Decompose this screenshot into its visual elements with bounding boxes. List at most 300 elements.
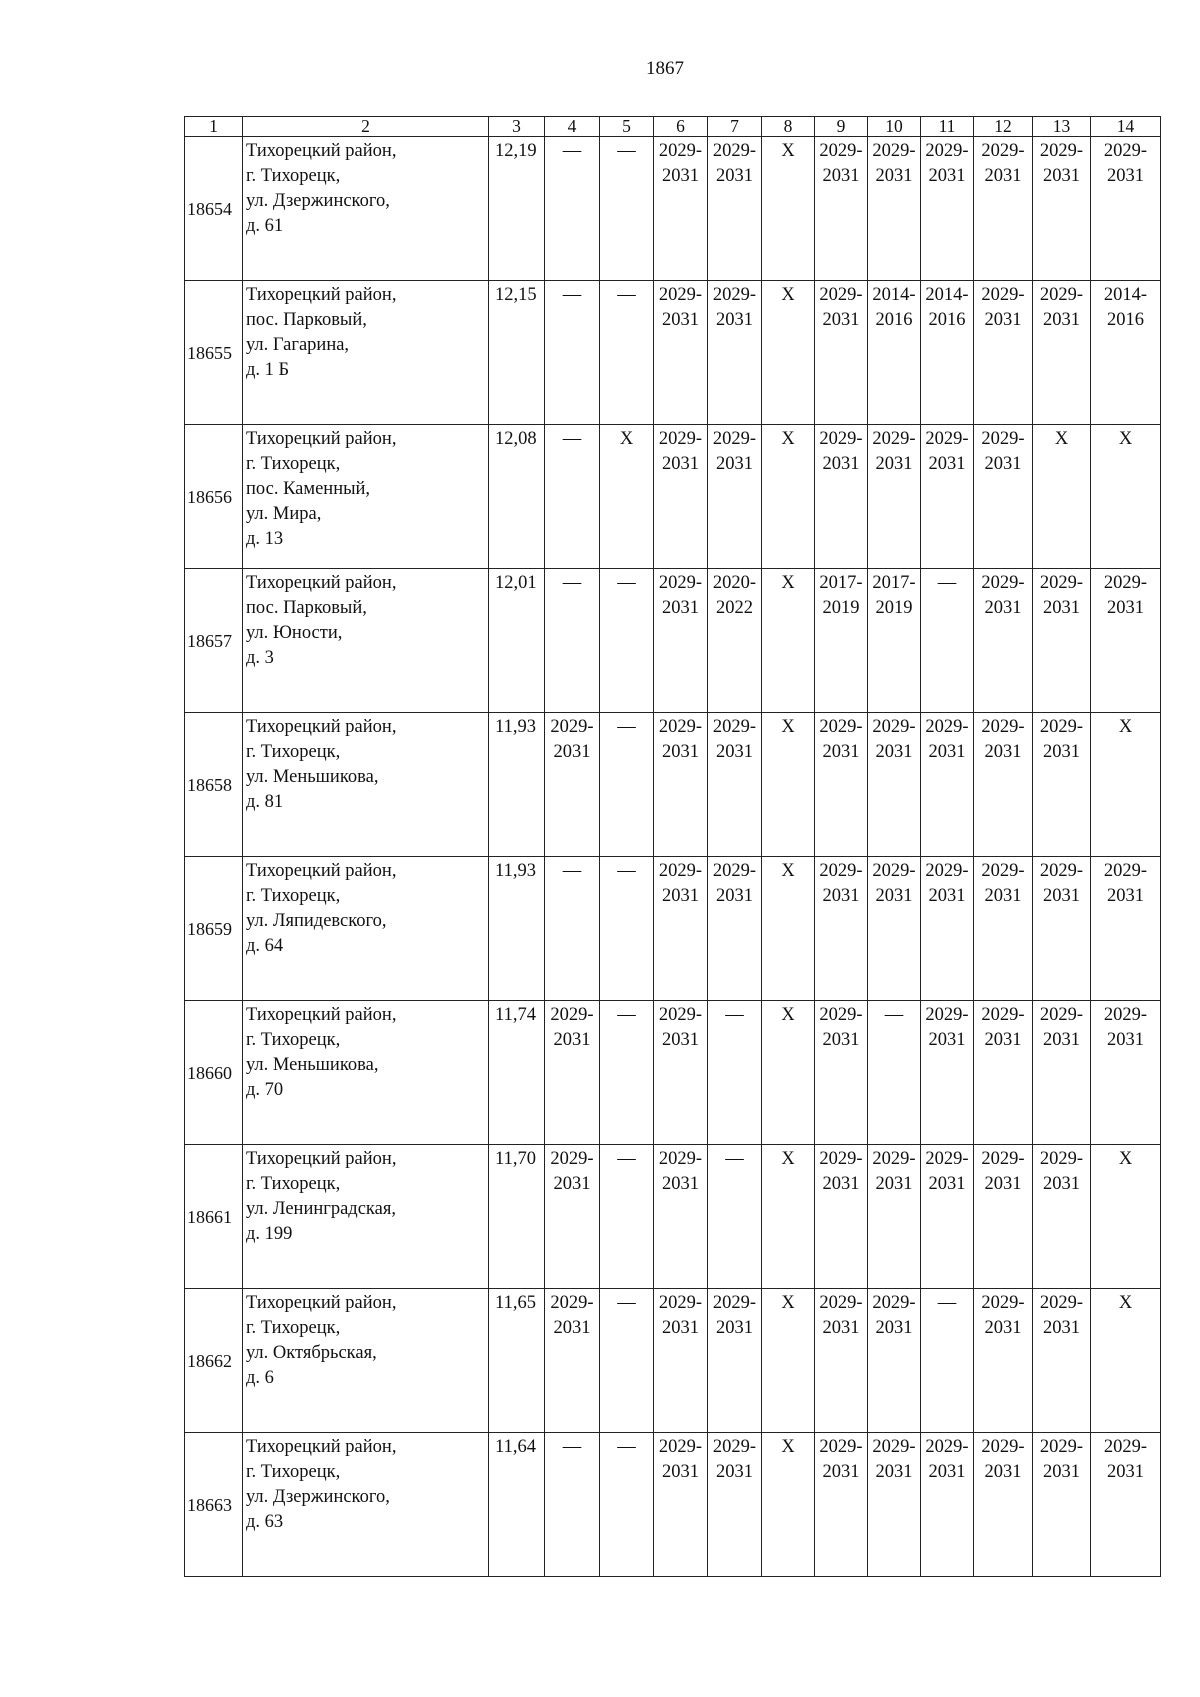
term-value: — bbox=[562, 1437, 582, 1457]
term-cell bbox=[708, 137, 762, 281]
area-cell: 11,65 bbox=[489, 1289, 545, 1433]
address-line: ул. Ляпидевского, bbox=[246, 911, 387, 931]
term-value: 2031 bbox=[875, 886, 913, 906]
term-cell bbox=[868, 281, 921, 425]
term-value: 2031 bbox=[928, 886, 966, 906]
header-cell: 1 bbox=[185, 117, 243, 137]
term-value: 2031 bbox=[1107, 1462, 1144, 1482]
table-row bbox=[185, 281, 1161, 425]
term-value: 2029- bbox=[872, 1437, 916, 1457]
term-value: X bbox=[781, 717, 795, 737]
term-value: 2029- bbox=[1039, 141, 1084, 161]
area-cell: 11,93 bbox=[489, 857, 545, 1001]
header-cell: 6 bbox=[654, 117, 708, 137]
address-line: г. Тихорецк, bbox=[246, 1318, 341, 1338]
address-line: г. Тихорецк, bbox=[246, 742, 341, 762]
term-cell bbox=[868, 425, 921, 569]
term-value: X bbox=[781, 1437, 795, 1457]
term-value: 2029- bbox=[1103, 573, 1148, 593]
term-cell bbox=[974, 1433, 1033, 1577]
term-cell bbox=[545, 857, 600, 1001]
term-value: — bbox=[617, 141, 636, 161]
term-cell bbox=[708, 425, 762, 569]
term-value: 2031 bbox=[1043, 598, 1080, 618]
table-row bbox=[185, 1433, 1161, 1577]
term-value: — bbox=[725, 1149, 744, 1169]
term-cell bbox=[600, 425, 654, 569]
term-value: 2029- bbox=[981, 141, 1025, 161]
record-number: 18660 bbox=[185, 1001, 243, 1145]
term-cell bbox=[654, 1145, 708, 1289]
term-value: 2014- bbox=[1103, 285, 1148, 305]
term-value: 2031 bbox=[822, 454, 860, 474]
term-cell bbox=[545, 425, 600, 569]
address-line: Тихорецкий район, bbox=[246, 717, 397, 737]
term-cell bbox=[600, 1289, 654, 1433]
address-line: Тихорецкий район, bbox=[246, 141, 397, 161]
term-cell bbox=[815, 1433, 868, 1577]
term-value: X bbox=[781, 429, 795, 449]
term-cell bbox=[1091, 1289, 1161, 1433]
header-cell: 12 bbox=[974, 117, 1033, 137]
area-cell: 12,19 bbox=[489, 137, 545, 281]
address-line: ул. Меньшикова, bbox=[246, 1055, 379, 1075]
term-cell bbox=[921, 857, 974, 1001]
term-value: — bbox=[617, 861, 636, 881]
table-row bbox=[185, 569, 1161, 713]
term-cell bbox=[708, 1001, 762, 1145]
term-cell bbox=[921, 1001, 974, 1145]
area-cell: 11,64 bbox=[489, 1433, 545, 1577]
term-cell bbox=[762, 569, 815, 713]
header-cell: 2 bbox=[243, 117, 489, 137]
term-cell bbox=[762, 1433, 815, 1577]
term-cell bbox=[921, 1145, 974, 1289]
term-cell bbox=[1091, 1145, 1161, 1289]
term-cell bbox=[1033, 857, 1091, 1001]
term-value: 2031 bbox=[662, 1462, 699, 1482]
term-value: 2029- bbox=[981, 1005, 1025, 1025]
term-value: 2031 bbox=[553, 742, 591, 762]
term-value: X bbox=[781, 573, 795, 593]
term-value: 2029- bbox=[658, 285, 703, 305]
term-cell bbox=[708, 713, 762, 857]
term-value: X bbox=[1118, 1149, 1133, 1169]
term-value: X bbox=[781, 1005, 795, 1025]
term-cell bbox=[974, 1289, 1033, 1433]
term-cell bbox=[762, 1145, 815, 1289]
term-value: 2031 bbox=[1107, 886, 1144, 906]
term-value: 2029- bbox=[819, 1149, 863, 1169]
address-cell bbox=[243, 1433, 489, 1577]
address-cell bbox=[243, 1145, 489, 1289]
term-cell bbox=[654, 1001, 708, 1145]
address-line: пос. Парковый, bbox=[246, 310, 367, 330]
term-value: 2031 bbox=[662, 310, 699, 330]
term-value: 2029- bbox=[1103, 1437, 1148, 1457]
term-value: 2031 bbox=[875, 742, 913, 762]
register-table bbox=[184, 116, 1161, 1577]
area-cell: 12,15 bbox=[489, 281, 545, 425]
address-line: Тихорецкий район, bbox=[246, 1293, 397, 1313]
address-cell bbox=[243, 137, 489, 281]
address-cell bbox=[243, 713, 489, 857]
term-cell bbox=[868, 713, 921, 857]
record-number: 18657 bbox=[185, 569, 243, 713]
term-value: 2031 bbox=[875, 1318, 913, 1338]
term-value: 2029- bbox=[1039, 717, 1084, 737]
term-cell bbox=[868, 1433, 921, 1577]
term-cell bbox=[654, 857, 708, 1001]
address-line: ул. Гагарина, bbox=[246, 335, 350, 355]
address-line: ул. Октябрьская, bbox=[246, 1343, 377, 1363]
term-value: 2029- bbox=[712, 861, 757, 881]
term-value: 2019 bbox=[875, 598, 913, 618]
table-row bbox=[185, 1289, 1161, 1433]
term-value: 2029- bbox=[819, 429, 863, 449]
term-value: 2029- bbox=[819, 285, 863, 305]
address-cell bbox=[243, 425, 489, 569]
term-value: 2031 bbox=[928, 1462, 966, 1482]
term-cell bbox=[1091, 137, 1161, 281]
term-value: 2029- bbox=[981, 1293, 1025, 1313]
term-value: 2029- bbox=[550, 1005, 594, 1025]
area-cell: 12,08 bbox=[489, 425, 545, 569]
term-value: 2016 bbox=[928, 310, 966, 330]
term-value: — bbox=[562, 141, 582, 161]
term-value: — bbox=[884, 1005, 904, 1025]
term-value: 2029- bbox=[872, 861, 916, 881]
header-cell: 3 bbox=[489, 117, 545, 137]
term-cell bbox=[654, 281, 708, 425]
term-cell bbox=[921, 281, 974, 425]
term-value: 2029- bbox=[658, 1149, 703, 1169]
address-line: Тихорецкий район, bbox=[246, 1149, 397, 1169]
term-value: 2031 bbox=[1043, 1030, 1080, 1050]
term-value: 2029- bbox=[658, 1293, 703, 1313]
term-cell bbox=[708, 1289, 762, 1433]
term-value: 2031 bbox=[716, 742, 753, 762]
table-row bbox=[185, 1001, 1161, 1145]
term-cell bbox=[921, 1433, 974, 1577]
term-value: 2029- bbox=[819, 861, 863, 881]
term-value: 2031 bbox=[662, 598, 699, 618]
record-number: 18658 bbox=[185, 713, 243, 857]
term-value: 2029- bbox=[872, 429, 916, 449]
term-cell bbox=[815, 857, 868, 1001]
term-cell bbox=[654, 713, 708, 857]
header-cell: 5 bbox=[600, 117, 654, 137]
term-cell bbox=[600, 281, 654, 425]
address-line: д. 6 bbox=[246, 1368, 274, 1388]
term-cell bbox=[1091, 425, 1161, 569]
term-cell bbox=[654, 1433, 708, 1577]
term-value: 2031 bbox=[1043, 1462, 1080, 1482]
term-value: 2029- bbox=[1103, 861, 1148, 881]
term-cell bbox=[600, 857, 654, 1001]
address-line: ул. Дзержинского, bbox=[246, 191, 390, 211]
term-value: 2029- bbox=[712, 141, 757, 161]
term-value: 2031 bbox=[1043, 166, 1080, 186]
address-cell bbox=[243, 857, 489, 1001]
term-value: 2031 bbox=[716, 886, 753, 906]
term-cell bbox=[1033, 713, 1091, 857]
term-value: 2029- bbox=[981, 717, 1025, 737]
address-cell bbox=[243, 1001, 489, 1145]
term-value: — bbox=[562, 861, 582, 881]
table-row bbox=[185, 1145, 1161, 1289]
term-cell bbox=[545, 281, 600, 425]
term-cell bbox=[815, 1001, 868, 1145]
term-value: 2031 bbox=[662, 886, 699, 906]
term-cell bbox=[545, 137, 600, 281]
term-value: 2029- bbox=[658, 573, 703, 593]
term-value: 2029- bbox=[658, 429, 703, 449]
term-cell bbox=[1033, 137, 1091, 281]
term-cell bbox=[708, 1433, 762, 1577]
term-value: 2029- bbox=[872, 1293, 916, 1313]
term-cell bbox=[1033, 1001, 1091, 1145]
area-cell: 11,74 bbox=[489, 1001, 545, 1145]
term-cell bbox=[654, 1289, 708, 1433]
term-value: 2031 bbox=[1107, 166, 1144, 186]
term-value: 2029- bbox=[925, 1437, 969, 1457]
term-cell bbox=[762, 857, 815, 1001]
term-cell bbox=[1091, 1433, 1161, 1577]
address-line: д. 199 bbox=[246, 1224, 293, 1244]
term-cell bbox=[654, 137, 708, 281]
term-value: — bbox=[937, 1293, 957, 1313]
address-line: Тихорецкий район, bbox=[246, 861, 397, 881]
record-number: 18654 bbox=[185, 137, 243, 281]
term-cell bbox=[815, 1145, 868, 1289]
record-number: 18661 bbox=[185, 1145, 243, 1289]
term-value: 2031 bbox=[662, 1318, 699, 1338]
header-row bbox=[185, 117, 1161, 137]
term-cell bbox=[600, 713, 654, 857]
address-line: ул. Меньшикова, bbox=[246, 767, 379, 787]
term-cell bbox=[921, 425, 974, 569]
term-cell bbox=[545, 713, 600, 857]
term-value: 2029- bbox=[981, 429, 1025, 449]
term-value: 2031 bbox=[662, 1174, 699, 1194]
term-value: 2031 bbox=[1107, 1030, 1144, 1050]
address-cell bbox=[243, 569, 489, 713]
term-cell bbox=[974, 713, 1033, 857]
term-value: 2029- bbox=[1039, 1149, 1084, 1169]
term-value: 2029- bbox=[712, 429, 757, 449]
term-value: 2029- bbox=[550, 1293, 594, 1313]
term-value: 2019 bbox=[822, 598, 860, 618]
term-value: 2031 bbox=[984, 742, 1022, 762]
term-cell bbox=[974, 1145, 1033, 1289]
term-value: 2031 bbox=[928, 1174, 966, 1194]
term-cell bbox=[708, 281, 762, 425]
term-cell bbox=[974, 137, 1033, 281]
term-value: — bbox=[617, 1293, 636, 1313]
term-value: 2031 bbox=[553, 1174, 591, 1194]
term-value: 2029- bbox=[819, 141, 863, 161]
term-value: 2029- bbox=[1103, 1005, 1148, 1025]
address-line: ул. Мира, bbox=[246, 504, 322, 524]
term-value: 2031 bbox=[984, 1462, 1022, 1482]
term-value: — bbox=[562, 573, 582, 593]
term-value: 2029- bbox=[819, 1293, 863, 1313]
address-line: д. 64 bbox=[246, 936, 284, 956]
term-value: 2029- bbox=[981, 573, 1025, 593]
address-line: д. 3 bbox=[246, 648, 274, 668]
address-line: г. Тихорецк, bbox=[246, 1462, 341, 1482]
term-value: 2029- bbox=[872, 141, 916, 161]
term-value: — bbox=[937, 573, 957, 593]
term-value: — bbox=[562, 429, 582, 449]
term-cell bbox=[1091, 1001, 1161, 1145]
record-number: 18656 bbox=[185, 425, 243, 569]
term-cell bbox=[974, 569, 1033, 713]
area-cell: 12,01 bbox=[489, 569, 545, 713]
term-value: 2020- bbox=[712, 573, 757, 593]
address-line: г. Тихорецк, bbox=[246, 886, 341, 906]
term-cell bbox=[600, 1001, 654, 1145]
term-value: 2029- bbox=[712, 1437, 757, 1457]
term-value: 2029- bbox=[872, 1149, 916, 1169]
term-cell bbox=[762, 425, 815, 569]
address-line: Тихорецкий район, bbox=[246, 1005, 397, 1025]
header-cell: 7 bbox=[708, 117, 762, 137]
term-value: 2029- bbox=[981, 861, 1025, 881]
address-line: Тихорецкий район, bbox=[246, 285, 397, 305]
term-cell bbox=[600, 569, 654, 713]
term-cell bbox=[1033, 1433, 1091, 1577]
term-value: 2031 bbox=[716, 1462, 753, 1482]
term-cell bbox=[921, 713, 974, 857]
term-value: 2031 bbox=[822, 310, 860, 330]
term-cell bbox=[545, 1001, 600, 1145]
term-value: 2016 bbox=[875, 310, 913, 330]
term-value: — bbox=[617, 1005, 636, 1025]
term-cell bbox=[815, 281, 868, 425]
term-cell bbox=[921, 1289, 974, 1433]
term-value: 2029- bbox=[712, 285, 757, 305]
term-value: 2029- bbox=[925, 141, 969, 161]
term-cell bbox=[1033, 1145, 1091, 1289]
term-cell bbox=[545, 1433, 600, 1577]
term-value: 2029- bbox=[550, 1149, 594, 1169]
term-value: 2031 bbox=[822, 1462, 860, 1482]
address-line: ул. Ленинградская, bbox=[246, 1199, 396, 1219]
address-line: д. 70 bbox=[246, 1080, 284, 1100]
term-value: 2029- bbox=[925, 861, 969, 881]
term-value: X bbox=[1118, 1293, 1133, 1313]
term-value: 2016 bbox=[1107, 310, 1144, 330]
address-line: д. 1 Б bbox=[246, 360, 290, 380]
term-value: 2031 bbox=[662, 742, 699, 762]
term-value: — bbox=[725, 1005, 744, 1025]
term-value: 2031 bbox=[928, 742, 966, 762]
term-cell bbox=[921, 569, 974, 713]
term-value: 2017- bbox=[819, 573, 863, 593]
term-cell bbox=[762, 1001, 815, 1145]
term-cell bbox=[921, 137, 974, 281]
term-cell bbox=[974, 281, 1033, 425]
term-cell bbox=[545, 569, 600, 713]
term-value: 2029- bbox=[1039, 1293, 1084, 1313]
term-value: 2031 bbox=[822, 742, 860, 762]
term-cell bbox=[600, 137, 654, 281]
term-cell bbox=[708, 857, 762, 1001]
term-value: 2031 bbox=[984, 1318, 1022, 1338]
term-value: — bbox=[617, 1149, 636, 1169]
table-row bbox=[185, 137, 1161, 281]
term-value: X bbox=[781, 141, 795, 161]
term-value: X bbox=[1118, 429, 1133, 449]
term-cell bbox=[654, 425, 708, 569]
address-line: Тихорецкий район, bbox=[246, 429, 397, 449]
term-value: 2029- bbox=[658, 1437, 703, 1457]
term-cell bbox=[762, 1289, 815, 1433]
term-value: — bbox=[617, 717, 636, 737]
term-cell bbox=[868, 569, 921, 713]
term-cell bbox=[815, 569, 868, 713]
term-cell bbox=[600, 1145, 654, 1289]
term-cell bbox=[815, 137, 868, 281]
term-value: 2029- bbox=[925, 1005, 969, 1025]
term-value: 2029- bbox=[925, 717, 969, 737]
table-row bbox=[185, 713, 1161, 857]
address-line: г. Тихорецк, bbox=[246, 454, 341, 474]
address-cell bbox=[243, 1289, 489, 1433]
term-value: 2029- bbox=[925, 429, 969, 449]
term-value: 2031 bbox=[553, 1030, 591, 1050]
term-value: 2031 bbox=[822, 886, 860, 906]
term-value: 2031 bbox=[822, 1174, 860, 1194]
term-value: X bbox=[781, 1293, 795, 1313]
term-cell bbox=[868, 137, 921, 281]
term-cell bbox=[974, 857, 1033, 1001]
term-value: 2031 bbox=[984, 1174, 1022, 1194]
term-value: 2031 bbox=[822, 1030, 860, 1050]
address-line: ул. Юности, bbox=[246, 623, 343, 643]
term-value: 2031 bbox=[822, 166, 860, 186]
term-cell bbox=[815, 425, 868, 569]
term-value: — bbox=[617, 1437, 636, 1457]
term-value: 2031 bbox=[875, 1174, 913, 1194]
term-value: — bbox=[617, 285, 636, 305]
term-value: — bbox=[617, 573, 636, 593]
term-cell bbox=[868, 1145, 921, 1289]
term-value: 2029- bbox=[872, 717, 916, 737]
term-value: 2029- bbox=[981, 1437, 1025, 1457]
term-value: 2031 bbox=[662, 166, 699, 186]
term-value: 2031 bbox=[716, 310, 753, 330]
term-value: 2017- bbox=[872, 573, 916, 593]
term-value: X bbox=[781, 861, 795, 881]
term-value: 2029- bbox=[925, 1149, 969, 1169]
term-cell bbox=[815, 1289, 868, 1433]
table-row bbox=[185, 857, 1161, 1001]
area-cell: 11,70 bbox=[489, 1145, 545, 1289]
page-number: 1867 bbox=[646, 58, 684, 79]
term-value: 2031 bbox=[984, 886, 1022, 906]
address-line: д. 63 bbox=[246, 1512, 284, 1532]
address-line: пос. Каменный, bbox=[246, 479, 371, 499]
term-value: 2029- bbox=[658, 1005, 703, 1025]
term-value: 2029- bbox=[658, 717, 703, 737]
term-cell bbox=[1091, 569, 1161, 713]
term-value: X bbox=[1054, 429, 1069, 449]
record-number: 18659 bbox=[185, 857, 243, 1001]
term-value: 2031 bbox=[1043, 1174, 1080, 1194]
